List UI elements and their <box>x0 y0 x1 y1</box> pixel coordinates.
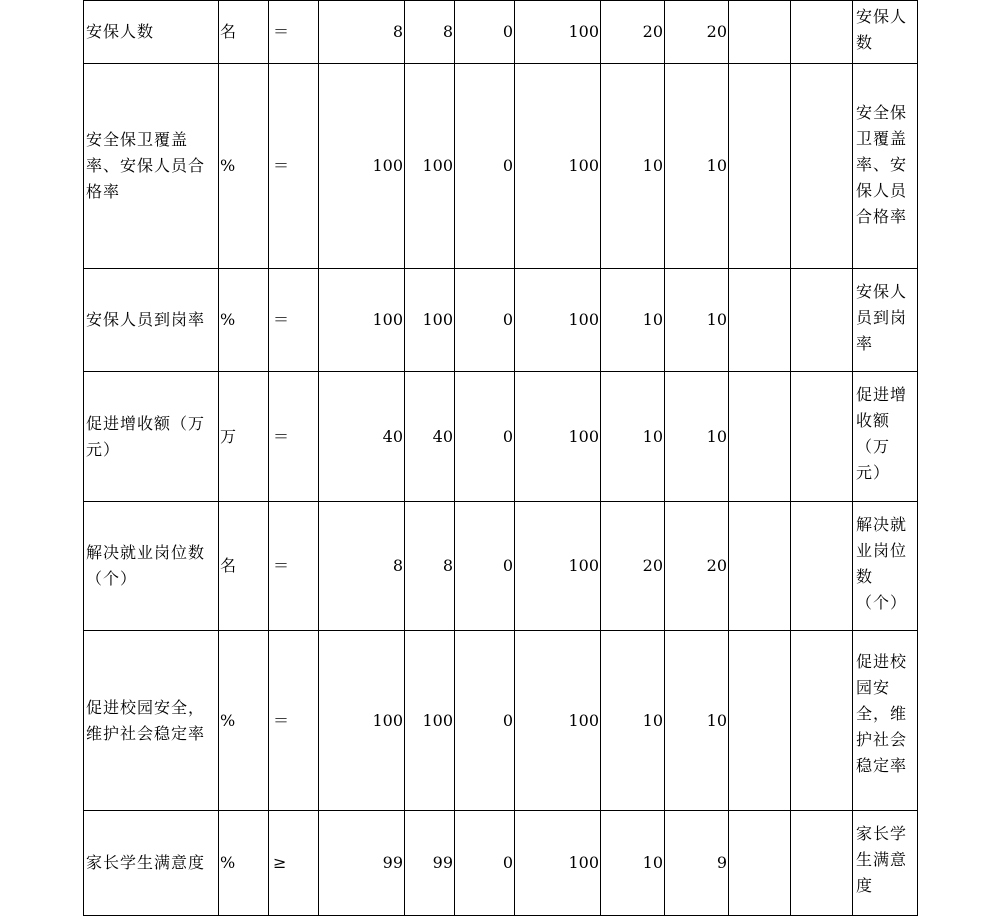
indicator-operator: ＝ <box>269 1 319 64</box>
table-row <box>84 811 918 916</box>
empty-cell <box>729 64 791 269</box>
deviation-value: 0 <box>455 372 515 502</box>
annual-target-value: 40 <box>319 372 405 502</box>
actual-score: 10 <box>665 372 729 502</box>
annual-target-value: 100 <box>319 269 405 372</box>
indicator-operator: ＝ <box>269 631 319 811</box>
actual-score: 10 <box>665 269 729 372</box>
actual-value: 99 <box>405 811 455 916</box>
performance-indicator-table <box>83 0 918 916</box>
actual-value: 100 <box>405 269 455 372</box>
indicator-name: 解决就业岗位数（个） <box>84 502 219 631</box>
indicator-name: 家长学生满意度 <box>84 811 219 916</box>
completion-rate: 100 <box>515 502 601 631</box>
indicator-unit: 名 <box>219 1 269 64</box>
indicator-operator: ＝ <box>269 269 319 372</box>
table-row <box>84 64 918 269</box>
indicator-operator: ≥ <box>269 811 319 916</box>
annual-target-value: 99 <box>319 811 405 916</box>
actual-value: 40 <box>405 372 455 502</box>
table-row <box>84 1 918 64</box>
actual-value: 8 <box>405 502 455 631</box>
table-row <box>84 372 918 502</box>
weight-score: 10 <box>601 269 665 372</box>
table-row <box>84 502 918 631</box>
completion-rate: 100 <box>515 372 601 502</box>
empty-cell <box>791 1 853 64</box>
weight-score: 10 <box>601 372 665 502</box>
completion-rate: 100 <box>515 1 601 64</box>
annual-target-value: 8 <box>319 1 405 64</box>
deviation-value: 0 <box>455 502 515 631</box>
indicator-name: 安保人数 <box>84 1 219 64</box>
indicator-unit: 名 <box>219 502 269 631</box>
weight-score: 10 <box>601 64 665 269</box>
indicator-name: 促进校园安全，维护社会稳定率 <box>84 631 219 811</box>
deviation-value: 0 <box>455 64 515 269</box>
annual-target-value: 100 <box>319 64 405 269</box>
completion-rate: 100 <box>515 269 601 372</box>
weight-score: 20 <box>601 502 665 631</box>
empty-cell <box>729 269 791 372</box>
empty-cell <box>791 811 853 916</box>
empty-cell <box>791 502 853 631</box>
actual-value: 8 <box>405 1 455 64</box>
deviation-value: 0 <box>455 269 515 372</box>
empty-cell <box>729 811 791 916</box>
completion-rate: 100 <box>515 811 601 916</box>
actual-value: 100 <box>405 64 455 269</box>
empty-cell <box>791 269 853 372</box>
weight-score: 20 <box>601 1 665 64</box>
indicator-unit: % <box>219 811 269 916</box>
empty-cell <box>729 631 791 811</box>
annual-target-value: 8 <box>319 502 405 631</box>
deviation-value: 0 <box>455 811 515 916</box>
weight-score: 10 <box>601 631 665 811</box>
indicator-operator: ＝ <box>269 502 319 631</box>
indicator-remark: 安保人数 <box>853 1 918 64</box>
deviation-value: 0 <box>455 1 515 64</box>
indicator-remark: 家长学生满意度 <box>853 811 918 916</box>
indicator-remark: 安保人员到岗率 <box>853 269 918 372</box>
annual-target-value: 100 <box>319 631 405 811</box>
indicator-unit: 万 <box>219 372 269 502</box>
indicator-unit: % <box>219 269 269 372</box>
indicator-remark: 解决就业岗位数（个） <box>853 502 918 631</box>
table-row <box>84 269 918 372</box>
empty-cell <box>729 372 791 502</box>
empty-cell <box>791 631 853 811</box>
actual-score: 20 <box>665 1 729 64</box>
empty-cell <box>791 64 853 269</box>
actual-score: 9 <box>665 811 729 916</box>
indicator-name: 安保人员到岗率 <box>84 269 219 372</box>
deviation-value: 0 <box>455 631 515 811</box>
indicator-operator: ＝ <box>269 64 319 269</box>
indicator-remark: 促进校园安全，维护社会稳定率 <box>853 631 918 811</box>
weight-score: 10 <box>601 811 665 916</box>
empty-cell <box>729 502 791 631</box>
completion-rate: 100 <box>515 631 601 811</box>
completion-rate: 100 <box>515 64 601 269</box>
empty-cell <box>729 1 791 64</box>
empty-cell <box>791 372 853 502</box>
actual-score: 20 <box>665 502 729 631</box>
actual-value: 100 <box>405 631 455 811</box>
indicator-remark: 安全保卫覆盖率、安保人员合格率 <box>853 64 918 269</box>
indicator-operator: ＝ <box>269 372 319 502</box>
indicator-unit: % <box>219 631 269 811</box>
table-row <box>84 631 918 811</box>
indicator-remark: 促进增收额（万元） <box>853 372 918 502</box>
indicator-name: 促进增收额（万元） <box>84 372 219 502</box>
actual-score: 10 <box>665 64 729 269</box>
indicator-unit: % <box>219 64 269 269</box>
actual-score: 10 <box>665 631 729 811</box>
indicator-name: 安全保卫覆盖率、安保人员合格率 <box>84 64 219 269</box>
